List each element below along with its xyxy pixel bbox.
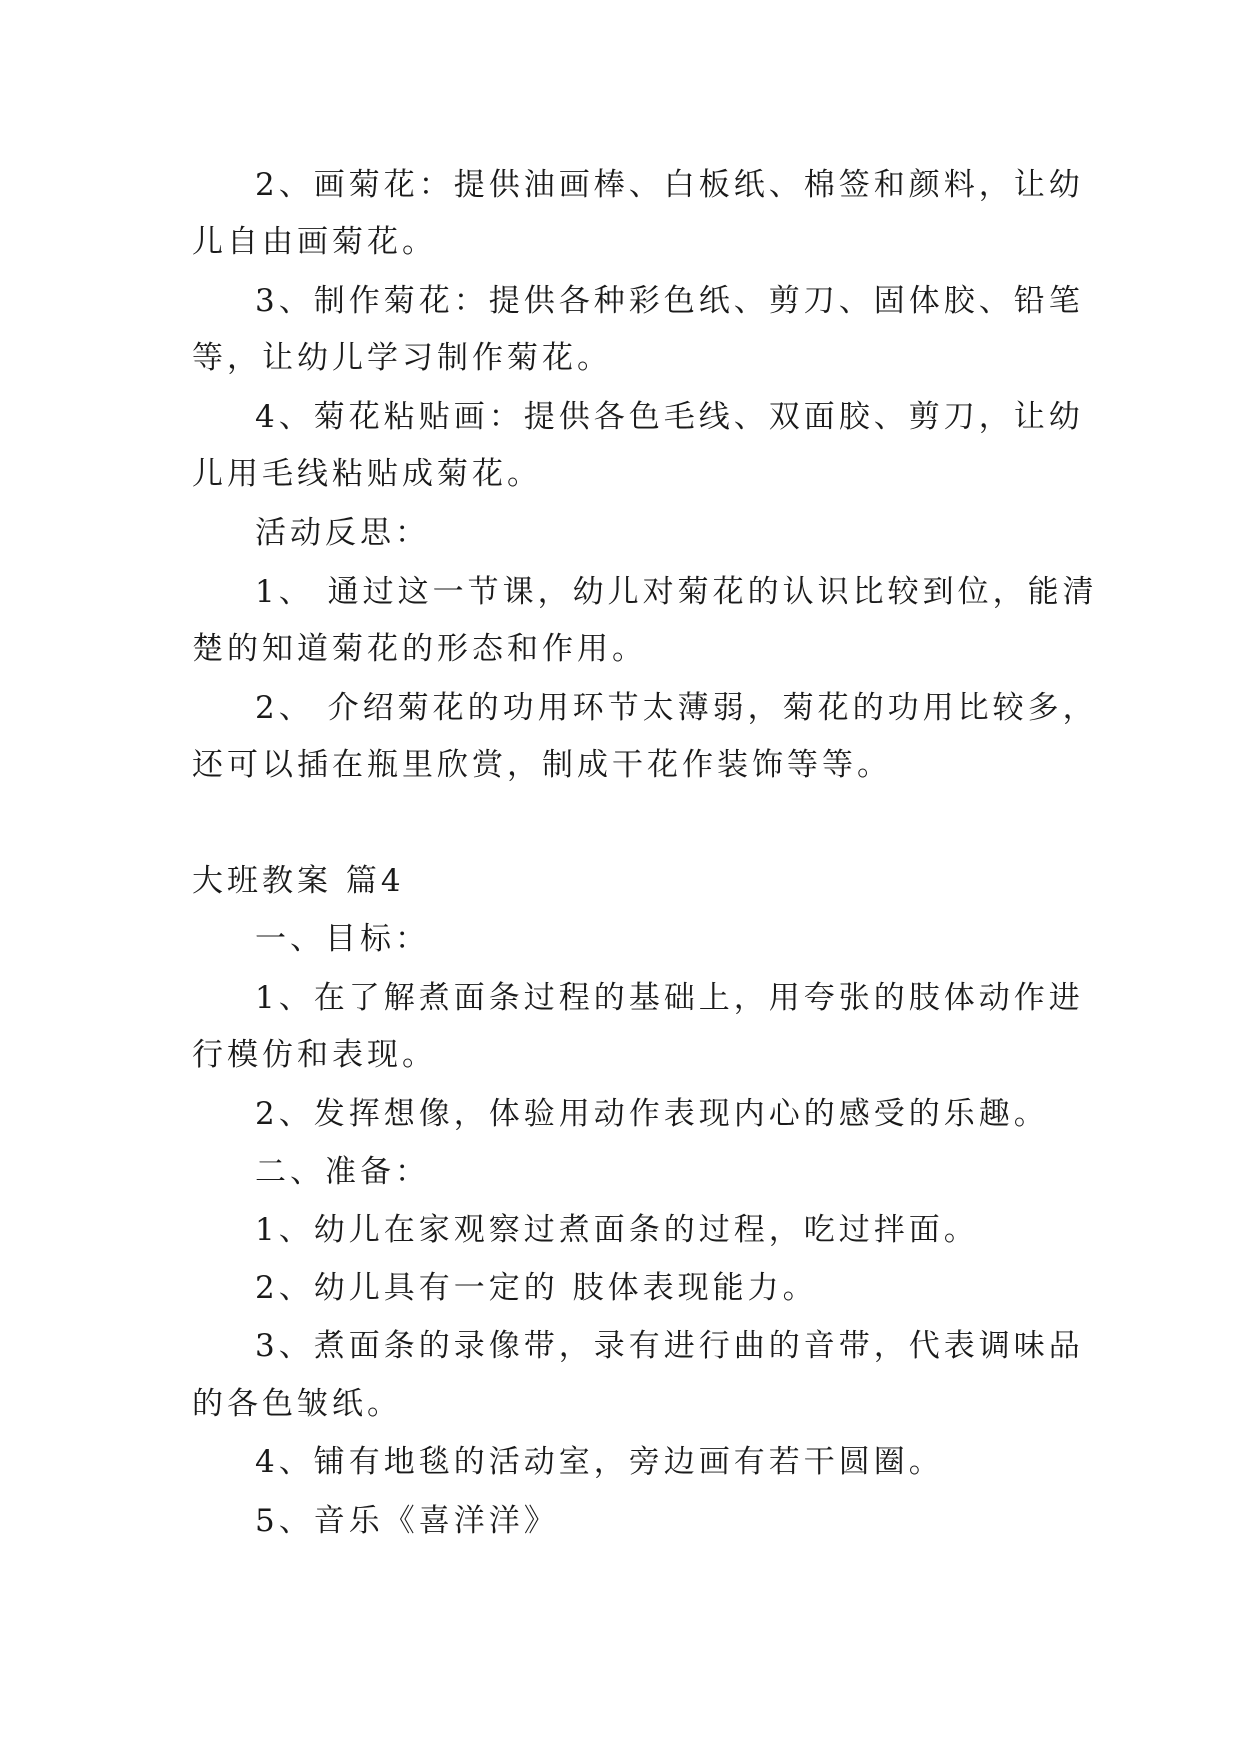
paragraph-line: 楚的知道菊花的形态和作用。: [192, 631, 647, 667]
section-heading: 二、准备：: [255, 1154, 430, 1190]
paragraph-line: 2、画菊花：提供油画棒、白板纸、棉签和颜料，让幼: [255, 167, 1084, 203]
paragraph-line: 1、在了解煮面条过程的基础上，用夸张的肢体动作进: [255, 980, 1084, 1016]
document-title: 大班教案 篇4: [192, 863, 405, 899]
paragraph-line: 行模仿和表现。: [192, 1037, 437, 1073]
section-heading: 活动反思：: [255, 515, 430, 551]
paragraph-line: 儿用毛线粘贴成菊花。: [192, 456, 542, 492]
section-heading: 一、目标：: [255, 921, 430, 957]
paragraph-line: 儿自由画菊花。: [192, 224, 437, 260]
paragraph-line: 等，让幼儿学习制作菊花。: [192, 340, 612, 376]
paragraph-line: 4、菊花粘贴画：提供各色毛线、双面胶、剪刀，让幼: [255, 399, 1084, 435]
paragraph-line: 1、幼儿在家观察过煮面条的过程，吃过拌面。: [255, 1212, 979, 1248]
paragraph-line: 3、制作菊花：提供各种彩色纸、剪刀、固体胶、铅笔: [255, 283, 1084, 319]
paragraph-line: 还可以插在瓶里欣赏，制成干花作装饰等等。: [192, 747, 892, 783]
paragraph-line: 2、 介绍菊花的功用环节太薄弱，菊花的功用比较多，: [255, 690, 1098, 726]
paragraph-line: 2、幼儿具有一定的 肢体表现能力。: [255, 1270, 818, 1306]
paragraph-line: 4、铺有地毯的活动室，旁边画有若干圆圈。: [255, 1444, 944, 1480]
paragraph-line: 2、发挥想像，体验用动作表现内心的感受的乐趣。: [255, 1096, 1049, 1132]
paragraph-line: 的各色皱纸。: [192, 1386, 402, 1422]
paragraph-line: 1、 通过这一节课，幼儿对菊花的认识比较到位，能清: [255, 574, 1098, 610]
paragraph-line: 5、音乐《喜洋洋》: [255, 1503, 559, 1539]
paragraph-line: 3、煮面条的录像带，录有进行曲的音带，代表调味品: [255, 1328, 1084, 1364]
